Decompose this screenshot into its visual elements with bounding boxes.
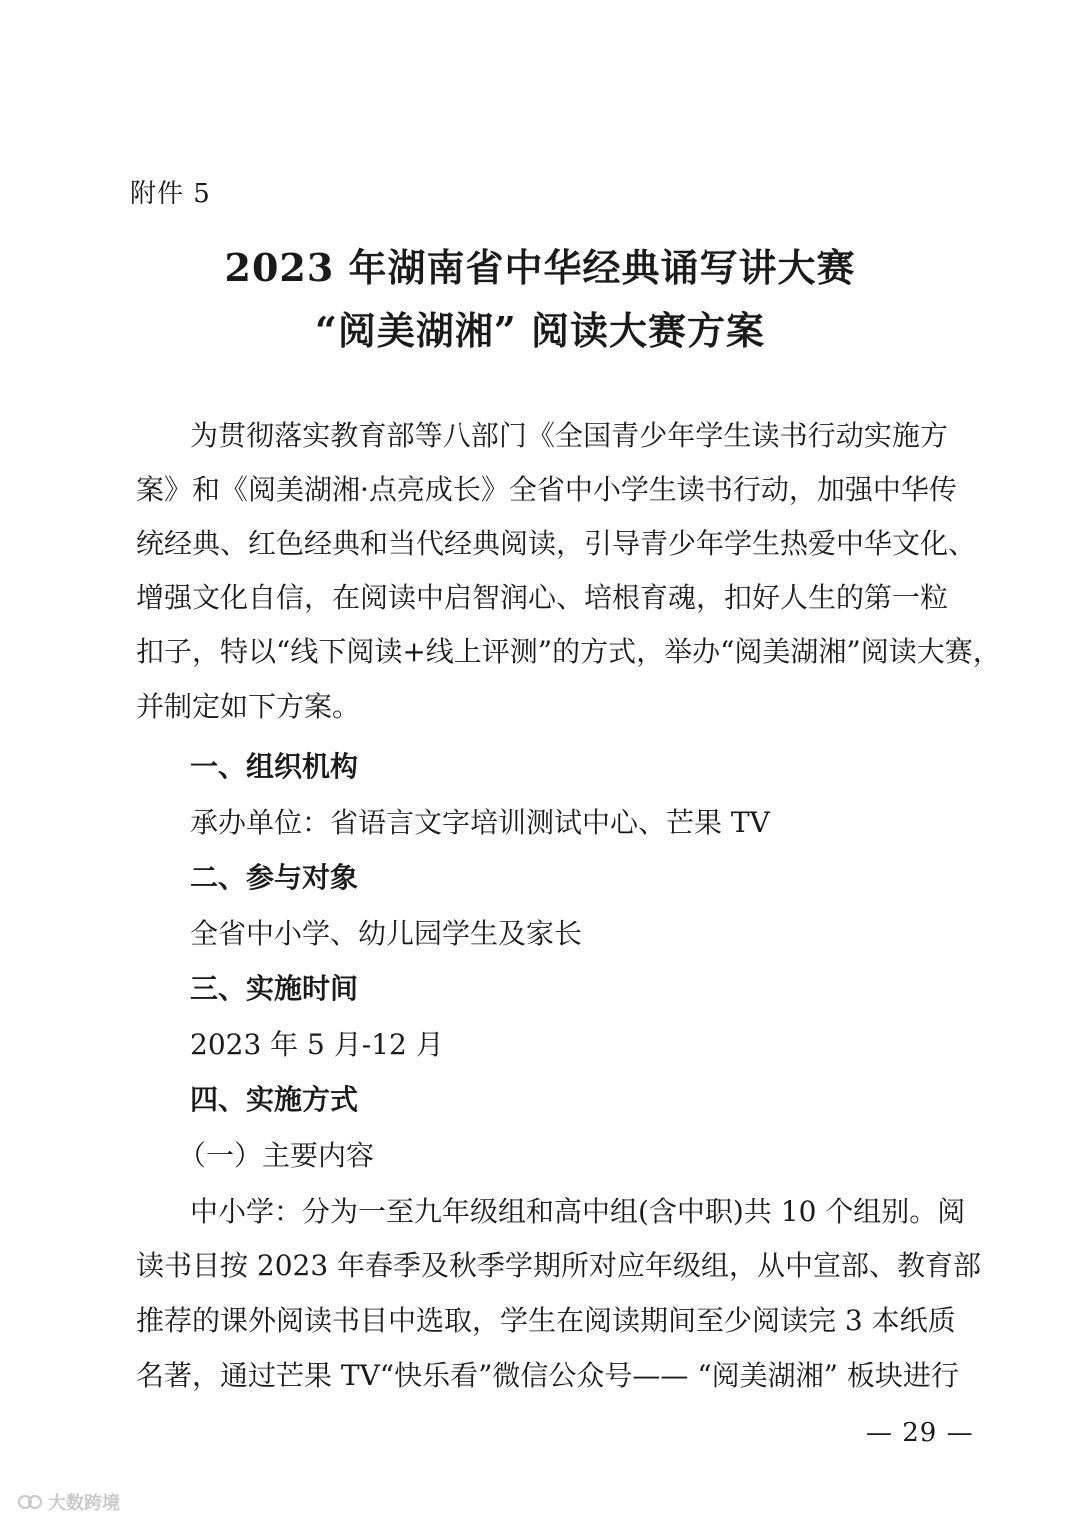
section-heading-schedule: 三、实施时间	[190, 972, 359, 1005]
watermark	[18, 1489, 120, 1515]
intro-line-2: 案》和《阅美湖湘·点亮成长》全省中小学生读书行动，加强中华传	[136, 473, 957, 506]
intro-line-5: 扣子，特以“线下阅读+线上评测”的方式，举办“阅美湖湘”阅读大赛，	[136, 635, 1001, 668]
watermark-text: 大数跨境	[48, 1493, 120, 1514]
subsection-main-content: （一）主要内容	[178, 1139, 375, 1172]
body-line-3: 推荐的课外阅读书目中选取，学生在阅读期间至少阅读完 3 本纸质	[136, 1304, 956, 1337]
body-line-4: 名著，通过芒果 TV“快乐看”微信公众号—— “阅美湖湘” 板块进行	[136, 1359, 959, 1392]
body-line-2: 读书目按 2023 年春季及秋季学期所对应年级组，从中宣部、教育部	[136, 1249, 982, 1282]
body-line-1: 中小学：分为一至九年级组和高中组(含中职)共 10 个组别。阅	[190, 1195, 966, 1228]
intro-line-1: 为贯彻落实教育部等八部门《全国青少年学生读书行动实施方	[190, 419, 948, 452]
intro-line-3: 统经典、红色经典和当代经典阅读，引导青少年学生热爱中华文化、	[136, 527, 977, 560]
section-heading-participants: 二、参与对象	[190, 861, 359, 894]
page-number: — 29 —	[866, 1418, 974, 1448]
intro-line-6: 并制定如下方案。	[136, 690, 361, 723]
section-heading-organization: 一、组织机构	[190, 750, 359, 783]
intro-line-4: 增强文化自信，在阅读中启智润心、培根育魂，扣好人生的第一粒	[136, 581, 949, 614]
brand-logo-icon	[18, 1492, 44, 1512]
attachment-label: 附件 5	[130, 179, 211, 209]
section-body-organizer: 承办单位：省语言文字培训测试中心、芒果 TV	[190, 806, 770, 839]
section-body-participants: 全省中小学、幼儿园学生及家长	[190, 917, 583, 950]
document-title-line-1: 2023 年湖南省中华经典诵写讲大赛	[224, 245, 856, 290]
section-heading-implementation: 四、实施方式	[190, 1083, 359, 1116]
document-title-line-2: “阅美湖湘” 阅读大赛方案	[315, 308, 765, 353]
section-body-schedule: 2023 年 5 月-12 月	[190, 1028, 444, 1061]
